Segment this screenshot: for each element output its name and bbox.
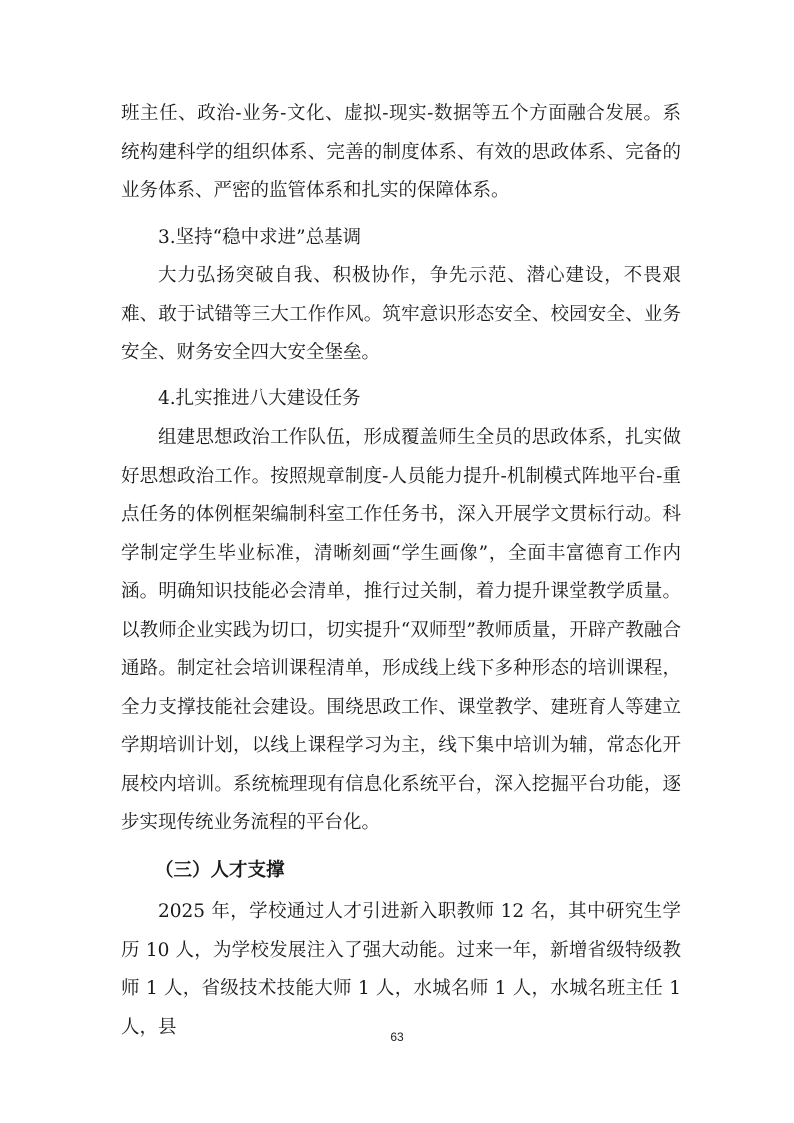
paragraph-continuation: 班主任、政治-业务-文化、虚拟-现实-数据等五个方面融合发展。系统构建科学的组织体系、完善的制度体系、有效的思政体系、完备的业务体系、严密的监管体系和扎实的保障体系。 bbox=[121, 103, 681, 201]
paragraph-talent: 2025 年，学校通过人才引进新入职教师 12 名，其中研究生学历 10 人，为学校发展注入了强大动能。过来一年，新增省级特级教师 1 人，省级技术技能大师 1 人，水城名师 1 人，水城名班主任 1 人，县 bbox=[121, 901, 681, 1038]
subheading-4: 4.扎实推进八大建设任务 bbox=[158, 388, 361, 409]
section-heading-talent: （三）人才支撑 bbox=[155, 860, 285, 881]
page-number: 63 bbox=[390, 1030, 404, 1044]
subheading-3: 3.坚持“稳中求进”总基调 bbox=[158, 227, 362, 248]
paragraph-work-style: 大力弘扬突破自我、积极协作，争先示范、潜心建设，不畏艰难、敢于试错等三大工作作风。筑牢意识形态安全、校园安全、业务安全、财务安全四大安全堡垒。 bbox=[121, 265, 681, 363]
paragraph-construction-tasks: 组建思想政治工作队伍，形成覆盖师生全员的思政体系，扎实做好思想政治工作。按照规章制度-人员能力提升-机制模式阵地平台-重点任务的体例框架编制科室工作任务书，深入开展学文贯标行动。科学制定学生毕业标准，清晰刻画“学生画像”，全面丰富德育工作内涵。明确知识技能必会清单，推行过关制，着力提升课堂教学质量。以教师企业实践为切口，切实提升“双师型”教师质量，开辟产教融合通路。制定社会培训课程清单，形成线上线下多种形态的培训课程，全力支撑技能社会建设。围绕思政工作、课堂教学、建班育人等建立学期培训计划，以线上课程学习为主，线下集中培训为辅，常态化开展校内培训。系统梳理现有信息化系统平台，深入挖掘平台功能，逐步实现传统业务流程的平台化。 bbox=[121, 427, 681, 833]
